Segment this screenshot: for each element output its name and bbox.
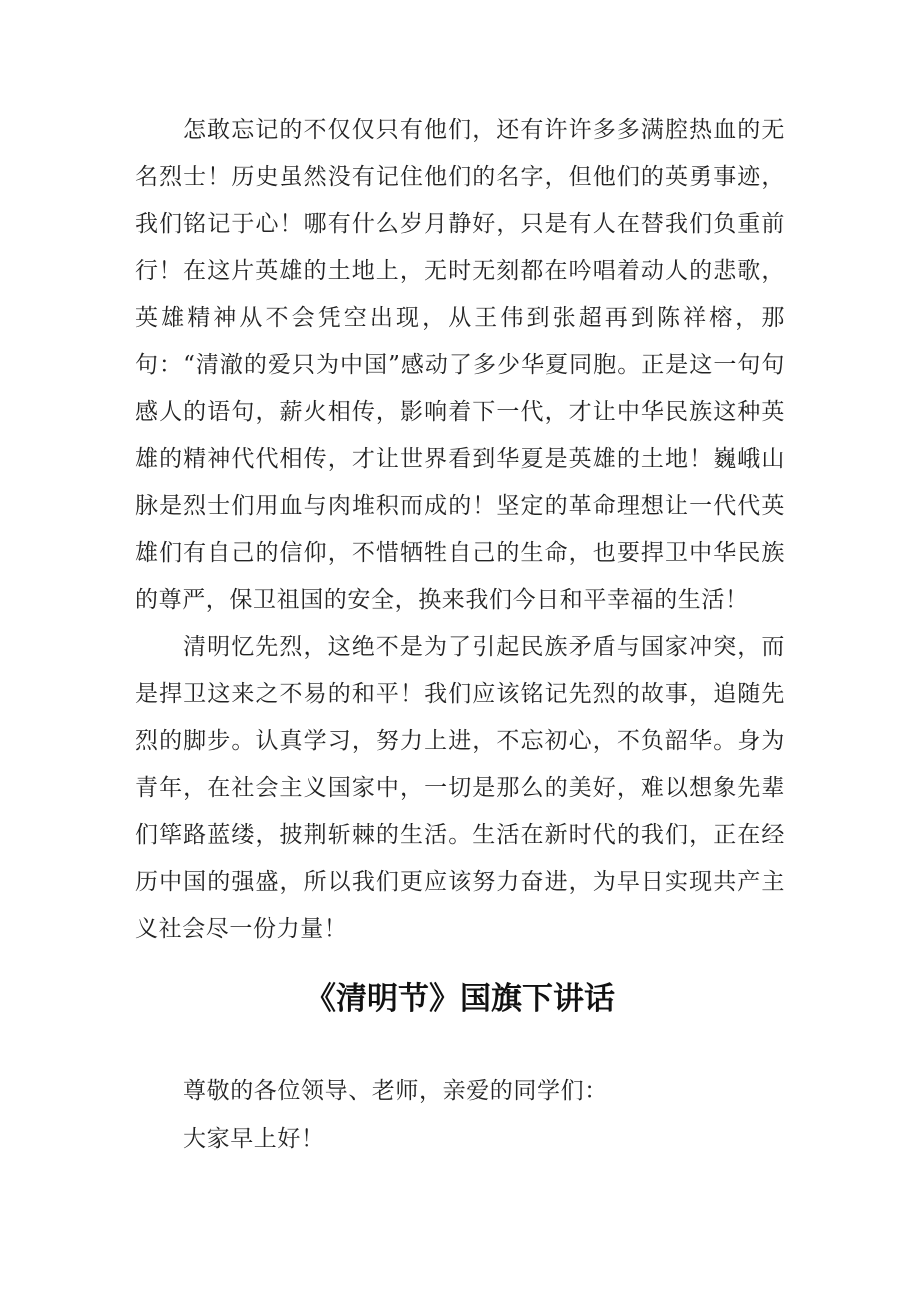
speech-opening: 大家早上好！ <box>183 1126 325 1152</box>
paragraph-qingming: 清明忆先烈，这绝不是为了引起民族矛盾与国家冲突，而是捍卫这来之不易的和平！我们应该铭记先烈的故事，追随先烈的脚步。认真学习，努力上进，不忘初心，不负韶华。身为青年，在社会主义国家中，一切是那么的美好，难以想象先辈们筚路蓝缕，披荆斩棘的生活。生活在新时代的我们，正在经历中国的强盛，所以我们更应该努力奋进，为早日实现共产主义社会尽一份力量！ <box>135 634 785 942</box>
speech-greeting: 尊敬的各位领导、老师，亲爱的同学们： <box>183 1078 608 1104</box>
speech-title: 《清明节》国旗下讲话 <box>305 981 615 1017</box>
paragraph-remembrance: 怎敢忘记的不仅仅只有他们，还有许许多多满腔热血的无名烈士！历史虽然没有记住他们的名字，但他们的英勇事迹，我们铭记于心！哪有什么岁月静好，只是有人在替我们负重前行！ <box>135 117 785 284</box>
paragraph-heroes: 在这片英雄的土地上，无时无刻都在吟唱着动人的悲歌，英雄精神从不会凭空出现，从王伟到张超再到陈祥榕，那句：“清澈的爱只为中国”感动了多少华夏同胞。正是这一句句感人的语句，薪火相传，影响着下一代，才让中华民族这种英雄的精神代代相传，才让世界看到华夏是英雄的土地！巍峨山脉是烈士们用血与肉堆积而成的！坚定的革命理想让一代代英雄们有自己的信仰，不惜牺牲自己的生命，也要捍卫中华民族的尊严，保卫祖国的安全，换来我们今日和平幸福的生活！ <box>135 258 785 613</box>
